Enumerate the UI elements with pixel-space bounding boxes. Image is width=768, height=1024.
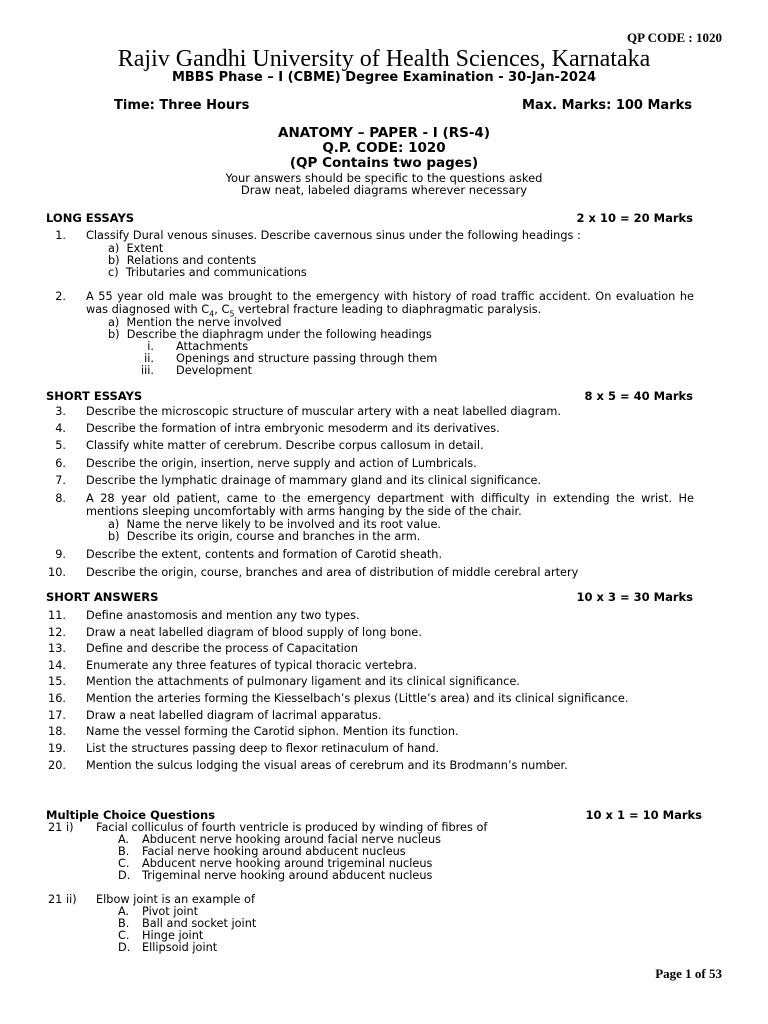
question-number: 2.: [55, 290, 66, 303]
mcq-stem: Facial colliculus of fourth ventricle is produced by winding of fibres of: [96, 821, 488, 834]
question-number: 13.: [48, 642, 66, 655]
mcq-option: [118, 941, 217, 954]
question-number: 11.: [48, 609, 66, 622]
option-label: A.: [118, 833, 130, 846]
option-text: Abducent nerve hooking around facial nerve nucleus: [142, 833, 441, 846]
sub-label: b): [108, 328, 120, 341]
paper-title: ANATOMY – PAPER - I (RS-4): [278, 125, 490, 141]
sub-text: Mention the nerve involved: [126, 316, 282, 329]
option-label: C.: [118, 857, 130, 870]
option-text: Pivot joint: [142, 905, 199, 918]
question-text: Draw a neat labelled diagram of blood supply of long bone.: [86, 626, 422, 639]
question-text-part: vertebral fracture leading to diaphragmatic paralysis.: [234, 302, 542, 316]
question-text: Mention the arteries forming the Kiesselbach’s plexus (Little’s area) and its clinical significance.: [86, 692, 629, 705]
question-number: 10.: [48, 566, 66, 579]
university-title: Rajiv Gandhi University of Health Sciences, Karnataka: [117, 46, 651, 72]
question-text: Describe the lymphatic drainage of mammary gland and its clinical significance.: [86, 474, 542, 487]
option-label: D.: [118, 941, 131, 954]
question-number: 9.: [55, 548, 66, 561]
question-text: Describe the extent, contents and formation of Carotid sheath.: [86, 548, 443, 561]
question-text: Define and describe the process of Capacitation: [86, 642, 358, 655]
question-text: A 28 year old patient, came to the emergency department with difficulty in extending the wrist. He mentions sleeping uncomfortably with arms hanging by the side of the chair.: [86, 492, 694, 518]
question-text: Draw a neat labelled diagram of lacrimal apparatus.: [86, 709, 382, 722]
page-total: 53: [709, 966, 722, 981]
mcq-stem: Elbow joint is an example of: [96, 893, 255, 906]
option-text: Ellipsoid joint: [142, 941, 218, 954]
question-text: Describe the formation of intra embryonic mesoderm and its derivatives.: [86, 422, 500, 435]
paper-code: Q.P. CODE: 1020: [322, 140, 446, 156]
sub-item: [108, 328, 432, 341]
question-number: 20.: [48, 759, 66, 772]
sub-label: a): [108, 518, 120, 531]
question-text-part: , C: [214, 302, 230, 316]
question-text: Describe the microscopic structure of muscular artery with a neat labelled diagram.: [86, 405, 561, 418]
question-number: 1.: [55, 229, 66, 242]
question-number: 18.: [48, 725, 66, 738]
question-number: 6.: [55, 457, 66, 470]
roman-label: ii.: [144, 352, 154, 365]
sub-text: Extent: [126, 242, 164, 255]
question-number: 12.: [48, 626, 66, 639]
question-text: Name the vessel forming the Carotid siphon. Mention its function.: [86, 725, 459, 738]
question-number: 8.: [55, 492, 66, 505]
option-label: B.: [118, 917, 130, 930]
instruction-line: Draw neat, labeled diagrams wherever necessary: [240, 183, 528, 197]
roman-label: i.: [147, 340, 154, 353]
question-text: Describe the origin, insertion, nerve supply and action of Lumbricals.: [86, 457, 477, 470]
option-text: Abducent nerve hooking around trigeminal nucleus: [142, 857, 433, 870]
page-current: 1: [685, 966, 692, 981]
qp-code-label: QP CODE : 1020: [627, 30, 722, 45]
roman-text: Openings and structure passing through them: [176, 352, 438, 365]
option-text: Hinge joint: [142, 929, 204, 942]
question-text: Describe the origin, course, branches and area of distribution of middle cerebral artery: [86, 566, 579, 579]
section-heading-mcq: Multiple Choice Questions: [46, 808, 216, 822]
roman-label: iii.: [140, 364, 154, 377]
section-marks-short-essays: 8 x 5 = 40 Marks: [584, 389, 693, 403]
page-prefix: Page: [655, 966, 686, 981]
section-heading-long-essays: LONG ESSAYS: [46, 211, 135, 225]
sub-text: Name the nerve likely to be involved and its root value.: [126, 518, 441, 531]
sub-label: c): [108, 266, 119, 279]
sub-item: [108, 266, 307, 279]
question-number: 14.: [48, 659, 66, 672]
mcq-option: [118, 869, 432, 882]
pages-note: (QP Contains two pages): [289, 155, 479, 171]
question-number: 3.: [55, 405, 66, 418]
sub-text: Describe the diaphragm under the following headings: [126, 328, 432, 341]
sub-text: Describe its origin, course and branches in the arm.: [126, 530, 421, 543]
section-heading-short-answers: SHORT ANSWERS: [46, 590, 159, 604]
page-of: of: [691, 966, 709, 981]
question-number: 19.: [48, 742, 66, 755]
sub-item: [108, 530, 420, 543]
option-label: A.: [118, 905, 130, 918]
exam-title: MBBS Phase – I (CBME) Degree Examination - 30-Jan-2024: [171, 70, 597, 85]
mcq-number: 21 i): [48, 821, 74, 834]
sub-text: Tributaries and communications: [125, 266, 307, 279]
option-text: Facial nerve hooking around abducent nucleus: [142, 845, 406, 858]
question-text: Mention the attachments of pulmonary ligament and its clinical significance.: [86, 675, 520, 688]
subscript: 5: [229, 308, 235, 318]
question-number: 5.: [55, 439, 66, 452]
question-number: 4.: [55, 422, 66, 435]
max-marks-label: Max. Marks: 100 Marks: [522, 98, 692, 113]
question-number: 16.: [48, 692, 66, 705]
question-number: 15.: [48, 675, 66, 688]
instruction-line: Your answers should be specific to the questions asked: [225, 171, 543, 185]
roman-text: Development: [176, 364, 253, 377]
option-label: C.: [118, 929, 130, 942]
sub-label: a): [108, 242, 120, 255]
page-number: [655, 966, 722, 982]
sub-label: a): [108, 316, 120, 329]
question-text: Mention the sulcus lodging the visual areas of cerebrum and its Brodmann’s number.: [86, 759, 568, 772]
question-text: Classify white matter of cerebrum. Describe corpus callosum in detail.: [86, 439, 484, 452]
question-text: Classify Dural venous sinuses. Describe cavernous sinus under the following headings :: [86, 229, 581, 242]
question-text: Enumerate any three features of typical thoracic vertebra.: [86, 659, 418, 672]
question-text: Define anastomosis and mention any two types.: [86, 609, 360, 622]
section-marks-mcq: 10 x 1 = 10 Marks: [585, 808, 702, 822]
question-text: List the structures passing deep to flexor retinaculum of hand.: [86, 742, 439, 755]
subscript: 4: [209, 308, 215, 318]
sub-text: Relations and contents: [126, 254, 257, 267]
question-text-part: A 55 year old male was brought to the emergency with history of road traffic accident. On evaluation he was diagnosed with C: [86, 290, 694, 316]
roman-text: Attachments: [176, 340, 249, 353]
option-text: Ball and socket joint: [142, 917, 257, 930]
sub-label: b): [108, 254, 120, 267]
time-label: Time: Three Hours: [114, 98, 250, 113]
question-number: 17.: [48, 709, 66, 722]
sub-label: b): [108, 530, 120, 543]
section-marks-short-answers: 10 x 3 = 30 Marks: [576, 590, 693, 604]
section-marks-long-essays: 2 x 10 = 20 Marks: [576, 211, 693, 225]
option-label: D.: [118, 869, 131, 882]
question-number: 7.: [55, 474, 66, 487]
mcq-number: 21 ii): [48, 893, 77, 906]
option-text: Trigeminal nerve hooking around abducent nucleus: [142, 869, 433, 882]
section-heading-short-essays: SHORT ESSAYS: [46, 389, 143, 403]
option-label: B.: [118, 845, 130, 858]
